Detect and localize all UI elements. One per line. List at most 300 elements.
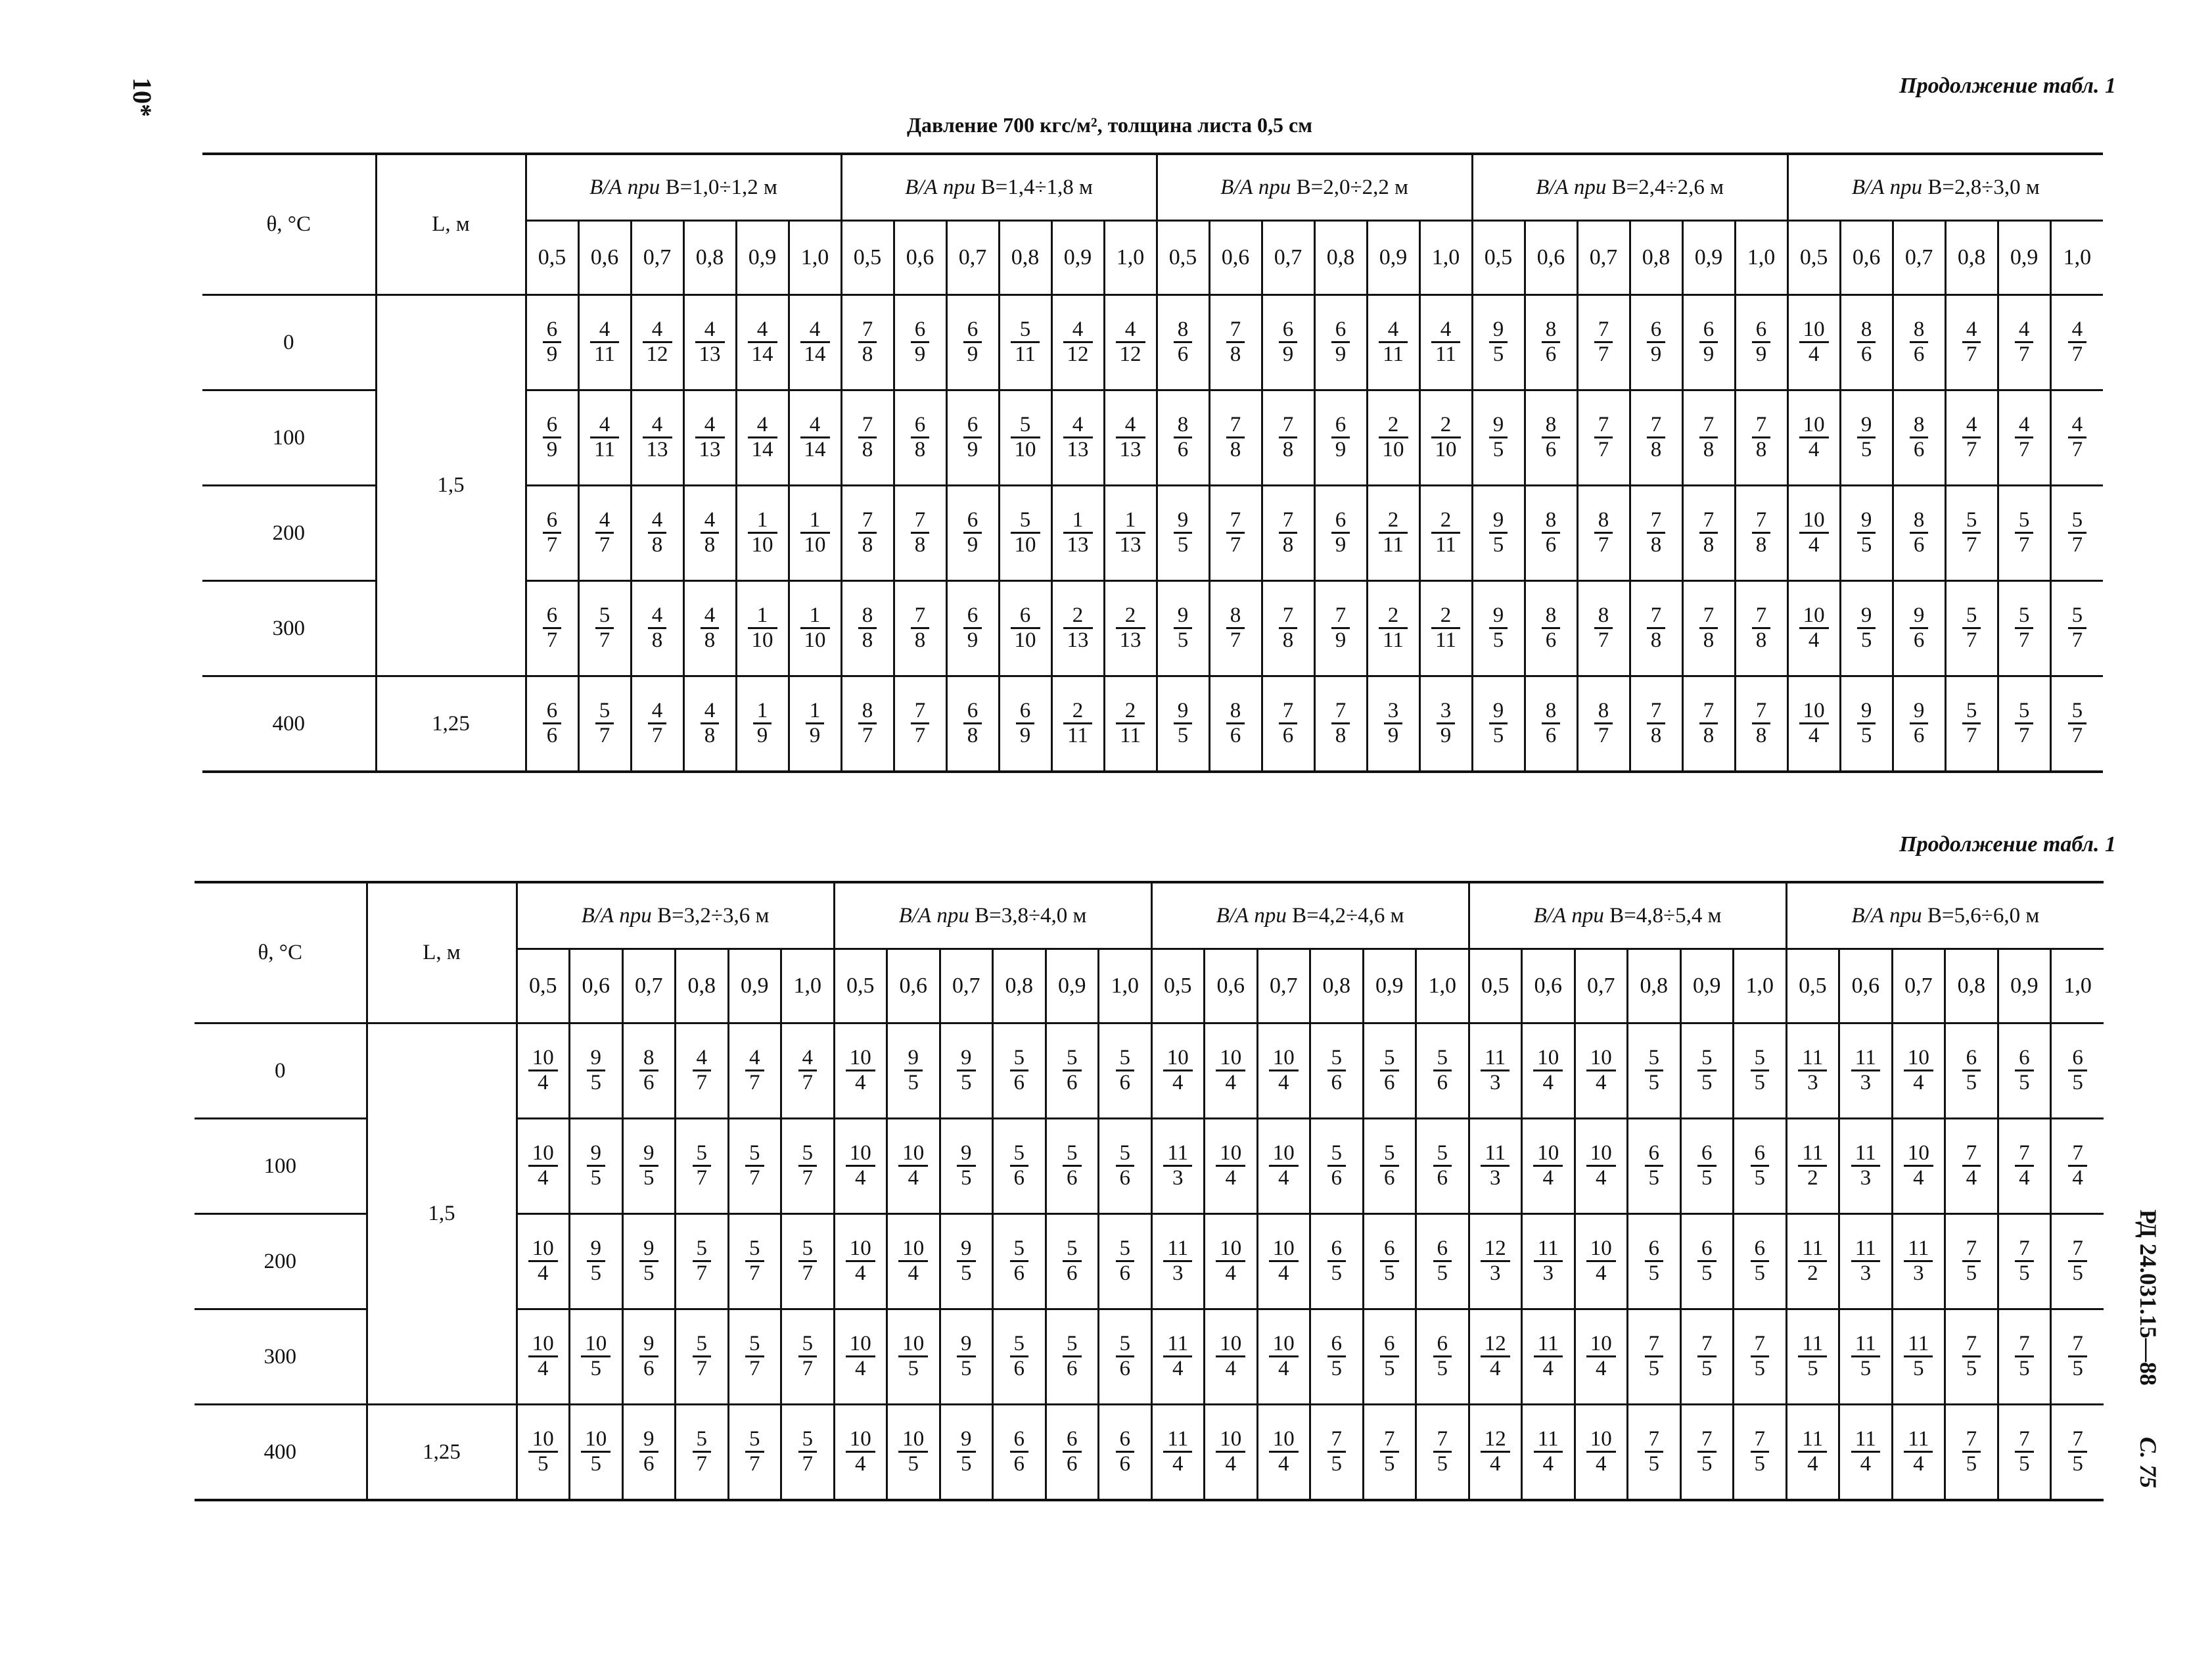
ratio-cell	[1104, 295, 1157, 390]
ratio-cell	[1104, 390, 1157, 486]
group-header-4	[1472, 154, 1787, 221]
fraction: $\frac{9}{5}$	[1174, 509, 1193, 556]
ratio-cell	[1157, 581, 1209, 676]
ratio-cell	[1682, 295, 1735, 390]
fraction: $\frac{8}{7}$	[1594, 604, 1613, 651]
ratio-cell	[1262, 676, 1314, 772]
ratio-cell	[1892, 1023, 1945, 1119]
fraction: $\frac{11}{5}$	[1851, 1332, 1880, 1380]
ratio-cell	[578, 295, 631, 390]
group-label: В/А при	[1536, 175, 1607, 199]
fraction: $\frac{6}{5}$	[1697, 1142, 1717, 1189]
ratio-cell	[1998, 1214, 2051, 1309]
fraction: $\frac{5}{7}$	[2015, 509, 2034, 556]
fraction: $\frac{4}{7}$	[1962, 318, 1981, 365]
ratio-cell	[946, 295, 999, 390]
fraction: $\frac{5}{7}$	[745, 1428, 764, 1475]
ratio-cell	[999, 486, 1051, 581]
ratio-cell	[517, 1309, 570, 1405]
ratio-cell	[1367, 295, 1419, 390]
ratio-header: 0,9	[736, 221, 789, 295]
fraction: $\frac{4}{7}$	[693, 1046, 712, 1094]
ratio-cell	[1734, 1119, 1787, 1214]
group-label: В/А при	[581, 903, 652, 928]
ratio-cell	[2051, 1309, 2104, 1405]
ratio-cell	[841, 390, 894, 486]
ratio-cell	[1051, 486, 1104, 581]
fraction: $\frac{10}{4}$	[1216, 1428, 1245, 1475]
fraction: $\frac{5}{7}$	[2068, 509, 2087, 556]
fraction: $\frac{10}{4}$	[846, 1046, 875, 1094]
group-range: B=2,4÷2,6 м	[1611, 175, 1724, 199]
ratio-cell	[570, 1214, 623, 1309]
fraction: $\frac{4}{14}$	[748, 318, 777, 365]
ratio-cell	[1735, 581, 1787, 676]
fraction: $\frac{5}{6}$	[1380, 1046, 1399, 1094]
ratio-cell	[1205, 1023, 1258, 1119]
fraction: $\frac{12}{4}$	[1481, 1332, 1510, 1380]
ratio-cell	[1257, 1214, 1310, 1309]
ratio-cell	[993, 1023, 1046, 1119]
fraction: $\frac{7}{8}$	[1647, 699, 1666, 747]
fraction: $\frac{7}{8}$	[1647, 413, 1666, 461]
ratio-cell	[789, 486, 841, 581]
ratio-cell	[1630, 486, 1682, 581]
fraction: $\frac{4}{7}$	[745, 1046, 764, 1094]
fraction: $\frac{10}{4}$	[1799, 509, 1829, 556]
fraction: $\frac{9}{5}$	[587, 1142, 606, 1189]
ratio-cell	[1046, 1023, 1099, 1119]
fraction: $\frac{5}{7}$	[798, 1237, 818, 1284]
fraction: $\frac{5}{7}$	[1962, 699, 1981, 747]
group-header-1	[517, 882, 834, 949]
ratio-cell	[1419, 581, 1472, 676]
fraction: $\frac{4}{13}$	[643, 413, 672, 461]
ratio-cell	[1469, 1119, 1522, 1214]
ratio-cell	[940, 1023, 993, 1119]
ratio-cell	[834, 1309, 887, 1405]
ratio-cell	[1314, 676, 1367, 772]
fraction: $\frac{9}{6}$	[1910, 699, 1929, 747]
fraction: $\frac{5}{6}$	[1010, 1046, 1029, 1094]
ratio-header: 0,9	[1051, 221, 1104, 295]
ratio-cell	[1628, 1405, 1681, 1501]
ratio-cell	[526, 390, 578, 486]
ratio-header: 0,8	[1945, 949, 1998, 1023]
ratio-cell	[1630, 581, 1682, 676]
ratio-header: 0,9	[1367, 221, 1419, 295]
ratio-cell	[1577, 676, 1630, 772]
ratio-cell	[894, 295, 946, 390]
fraction: $\frac{10}{4}$	[528, 1237, 558, 1284]
ratio-header: 0,9	[1682, 221, 1735, 295]
fraction: $\frac{12}{3}$	[1481, 1237, 1510, 1284]
fraction: $\frac{6}{9}$	[1331, 509, 1350, 556]
group-header-1	[526, 154, 841, 221]
ratio-cell	[1310, 1119, 1364, 1214]
ratio-cell	[1416, 1023, 1469, 1119]
ratio-cell	[1522, 1023, 1575, 1119]
fraction: $\frac{7}{5}$	[2015, 1428, 2034, 1475]
fraction: $\frac{5}{7}$	[798, 1142, 818, 1189]
fraction: $\frac{8}{6}$	[1542, 413, 1561, 461]
fraction: $\frac{4}{8}$	[701, 699, 720, 747]
fraction: $\frac{7}{5}$	[1645, 1332, 1664, 1380]
ratio-cell	[1522, 1214, 1575, 1309]
fraction: $\frac{6}{9}$	[1331, 318, 1350, 365]
ratio-cell	[1840, 295, 1893, 390]
theta-value: 300	[202, 581, 376, 676]
fraction: $\frac{2}{11}$	[1379, 509, 1408, 556]
ratio-cell	[736, 390, 789, 486]
fraction: $\frac{10}{4}$	[1269, 1046, 1299, 1094]
fraction: $\frac{7}{8}$	[1279, 604, 1298, 651]
group-label: В/А при	[898, 903, 969, 928]
ratio-header: 1,0	[2051, 949, 2104, 1023]
ratio-cell	[1786, 1309, 1839, 1405]
fraction: $\frac{10}{4}$	[1216, 1332, 1245, 1380]
L-value: 1,25	[376, 676, 526, 772]
ratio-cell	[1682, 676, 1735, 772]
theta-value: 100	[195, 1119, 367, 1214]
ratio-cell	[736, 676, 789, 772]
fraction: $\frac{5}{7}$	[745, 1142, 764, 1189]
ratio-cell	[1051, 676, 1104, 772]
ratio-cell	[999, 390, 1051, 486]
fraction: $\frac{7}{5}$	[1751, 1332, 1770, 1380]
fraction: $\frac{1}{9}$	[806, 699, 825, 747]
ratio-cell	[1257, 1405, 1310, 1501]
fraction: $\frac{10}{4}$	[1586, 1142, 1616, 1189]
fraction: $\frac{9}{5}$	[957, 1046, 976, 1094]
fraction: $\frac{7}{5}$	[2068, 1428, 2087, 1475]
fraction: $\frac{6}{6}$	[543, 699, 562, 747]
ratio-cell	[781, 1214, 835, 1309]
ratio-header: 0,6	[1525, 221, 1577, 295]
fraction: $\frac{7}{8}$	[1226, 318, 1245, 365]
ratio-cell	[1680, 1405, 1734, 1501]
fraction: $\frac{4}{12}$	[1063, 318, 1093, 365]
ratio-cell	[1522, 1119, 1575, 1214]
ratio-cell	[1367, 486, 1419, 581]
fraction: $\frac{2}{11}$	[1116, 699, 1145, 747]
ratio-cell	[1734, 1214, 1787, 1309]
ratio-cell	[1682, 390, 1735, 486]
fraction: $\frac{9}{5}$	[587, 1046, 606, 1094]
fraction: $\frac{8}{6}$	[1910, 413, 1929, 461]
fraction: $\frac{6}{9}$	[1331, 413, 1350, 461]
ratio-cell	[1104, 486, 1157, 581]
ratio-cell	[1998, 676, 2050, 772]
fraction: $\frac{10}{4}$	[1586, 1428, 1616, 1475]
ratio-cell	[1893, 581, 1945, 676]
fraction: $\frac{6}{5}$	[1380, 1237, 1399, 1284]
fraction: $\frac{8}{6}$	[1542, 699, 1561, 747]
ratio-cell	[1209, 486, 1262, 581]
group-label: В/А при	[589, 175, 660, 199]
fraction: $\frac{4}{12}$	[643, 318, 672, 365]
group-header-5	[1786, 882, 2104, 949]
ratio-cell	[1786, 1214, 1839, 1309]
fraction: $\frac{7}{8}$	[1699, 604, 1718, 651]
ratio-cell	[1893, 676, 1945, 772]
fraction: $\frac{11}{3}$	[1534, 1237, 1563, 1284]
fraction: $\frac{6}{5}$	[1433, 1332, 1452, 1380]
fraction: $\frac{10}{4}$	[846, 1332, 875, 1380]
fraction: $\frac{6}{6}$	[1010, 1428, 1029, 1475]
ratio-cell	[1051, 295, 1104, 390]
L-value: 1,5	[367, 1023, 517, 1405]
fraction: $\frac{7}{5}$	[1962, 1428, 1981, 1475]
ratio-cell	[940, 1405, 993, 1501]
fraction: $\frac{4}{8}$	[701, 604, 720, 651]
ratio-cell	[1310, 1405, 1364, 1501]
ratio-cell	[789, 581, 841, 676]
fraction: $\frac{7}{8}$	[1752, 509, 1771, 556]
group-header-2	[834, 882, 1151, 949]
ratio-header: 0,9	[1998, 221, 2050, 295]
fraction: $\frac{10}{4}$	[1904, 1046, 1933, 1094]
fraction: $\frac{7}{5}$	[1433, 1428, 1452, 1475]
ratio-cell	[887, 1309, 940, 1405]
ratio-header: 0,7	[1892, 949, 1945, 1023]
fraction: $\frac{8}{6}$	[1174, 318, 1193, 365]
ratio-cell	[1099, 1309, 1152, 1405]
ratio-cell	[1787, 676, 1840, 772]
fraction: $\frac{10}{4}$	[1163, 1046, 1193, 1094]
ratio-header: 1,0	[1734, 949, 1787, 1023]
fraction: $\frac{7}{8}$	[1279, 413, 1298, 461]
ratio-cell	[1416, 1214, 1469, 1309]
fraction: $\frac{5}{10}$	[1011, 413, 1040, 461]
ratio-header: 0,8	[1628, 949, 1681, 1023]
ratio-cell	[526, 676, 578, 772]
fraction: $\frac{4}{13}$	[695, 413, 725, 461]
fraction: $\frac{8}{6}$	[1857, 318, 1876, 365]
fraction: $\frac{8}{6}$	[1910, 509, 1929, 556]
fraction: $\frac{7}{8}$	[1699, 413, 1718, 461]
fraction: $\frac{9}{5}$	[904, 1046, 923, 1094]
page-number: С. 75	[2135, 1436, 2161, 1488]
ratio-header: 1,0	[2050, 221, 2103, 295]
fraction: $\frac{6}{5}$	[1380, 1332, 1399, 1380]
table-row	[195, 1023, 2104, 1119]
fraction: $\frac{5}{7}$	[1962, 604, 1981, 651]
ratio-cell	[728, 1023, 781, 1119]
fraction: $\frac{6}{5}$	[1751, 1142, 1770, 1189]
ratio-cell	[1734, 1023, 1787, 1119]
ratio-cell	[1787, 486, 1840, 581]
group-range: B=1,4÷1,8 м	[980, 175, 1093, 199]
fraction: $\frac{5}{5}$	[1645, 1046, 1664, 1094]
ratio-cell	[1945, 676, 1998, 772]
ratio-header: 0,6	[894, 221, 946, 295]
ratio-cell	[887, 1023, 940, 1119]
ratio-header: 0,7	[1893, 221, 1945, 295]
fraction: $\frac{7}{5}$	[1751, 1428, 1770, 1475]
group-range: B=4,2÷4,6 м	[1292, 903, 1404, 928]
fraction: $\frac{2}{10}$	[1379, 413, 1408, 461]
fraction: $\frac{10}{4}$	[1269, 1332, 1299, 1380]
ratio-cell	[1472, 581, 1525, 676]
ratio-cell	[570, 1119, 623, 1214]
ratio-header: 0,6	[887, 949, 940, 1023]
fraction: $\frac{5}{6}$	[1010, 1237, 1029, 1284]
fraction: $\frac{11}{3}$	[1163, 1142, 1192, 1189]
continuation-note-bottom: Продолжение табл. 1	[1899, 832, 2116, 857]
header-L: L, м	[376, 154, 526, 295]
ratio-header: 0,5	[834, 949, 887, 1023]
ratio-cell	[631, 486, 683, 581]
fraction: $\frac{5}{7}$	[2068, 699, 2087, 747]
ratio-cell	[1577, 581, 1630, 676]
ratio-cell	[676, 1119, 729, 1214]
fraction: $\frac{4}{7}$	[2068, 413, 2087, 461]
fraction: $\frac{10}{4}$	[898, 1142, 928, 1189]
fraction: $\frac{10}{5}$	[528, 1428, 558, 1475]
fraction: $\frac{1}{10}$	[800, 509, 830, 556]
ratio-cell	[789, 295, 841, 390]
ratio-header: 1,0	[1099, 949, 1152, 1023]
fraction: $\frac{6}{5}$	[2068, 1046, 2087, 1094]
fraction: $\frac{7}{5}$	[1380, 1428, 1399, 1475]
ratio-cell	[1205, 1119, 1258, 1214]
ratio-header: 0,7	[1577, 221, 1630, 295]
fraction: $\frac{7}{7}$	[1594, 318, 1613, 365]
fraction: $\frac{10}{4}$	[1269, 1142, 1299, 1189]
ratio-cell	[1734, 1405, 1787, 1501]
ratio-cell	[1262, 581, 1314, 676]
fraction: $\frac{4}{7}$	[2015, 318, 2034, 365]
ratio-header: 0,9	[1046, 949, 1099, 1023]
fraction: $\frac{6}{7}$	[543, 604, 562, 651]
fraction: $\frac{7}{7}$	[1226, 509, 1245, 556]
ratio-cell	[1628, 1023, 1681, 1119]
fraction: $\frac{7}{4}$	[2015, 1142, 2034, 1189]
fraction: $\frac{7}{8}$	[858, 509, 877, 556]
fraction: $\frac{5}{7}$	[595, 604, 614, 651]
fraction: $\frac{11}{3}$	[1904, 1237, 1933, 1284]
ratio-cell	[841, 676, 894, 772]
fraction: $\frac{8}{6}$	[1542, 604, 1561, 651]
ratio-cell	[1262, 295, 1314, 390]
fraction: $\frac{6}{8}$	[911, 413, 930, 461]
fraction: $\frac{5}{6}$	[1010, 1332, 1029, 1380]
fraction: $\frac{8}{6}$	[1542, 509, 1561, 556]
ratio-cell	[1363, 1309, 1416, 1405]
ratio-header: 1,0	[1735, 221, 1787, 295]
fraction: $\frac{7}{8}$	[858, 413, 877, 461]
fraction: $\frac{4}{13}$	[1063, 413, 1093, 461]
ratio-cell	[1682, 486, 1735, 581]
theta-value: 400	[195, 1405, 367, 1501]
ratio-cell	[841, 295, 894, 390]
ratio-cell	[736, 486, 789, 581]
fraction: $\frac{5}{7}$	[693, 1332, 712, 1380]
ratio-cell	[683, 390, 736, 486]
ratio-cell	[631, 390, 683, 486]
ratio-cell	[1575, 1309, 1628, 1405]
group-range: B=3,8÷4,0 м	[975, 903, 1087, 928]
ratio-header: 0,5	[1469, 949, 1522, 1023]
ratio-cell	[631, 676, 683, 772]
ratio-header: 0,7	[1262, 221, 1314, 295]
ratio-cell	[1787, 295, 1840, 390]
ratio-cell	[728, 1309, 781, 1405]
ratio-cell	[1257, 1023, 1310, 1119]
ratio-cell	[736, 581, 789, 676]
fraction: $\frac{5}{6}$	[1116, 1046, 1135, 1094]
ratio-header: 0,8	[993, 949, 1046, 1023]
theta-value: 0	[195, 1023, 367, 1119]
ratio-cell	[1363, 1023, 1416, 1119]
fraction: $\frac{6}{9}$	[1647, 318, 1666, 365]
ratio-cell	[1046, 1405, 1099, 1501]
ratio-header: 0,9	[1680, 949, 1734, 1023]
ratio-cell	[2050, 390, 2103, 486]
ratio-cell	[1157, 295, 1209, 390]
header-theta: θ, °C	[195, 882, 367, 1023]
header-L: L, м	[367, 882, 517, 1023]
ratio-header: 0,5	[841, 221, 894, 295]
ratio-header: 0,5	[1787, 221, 1840, 295]
ratio-cell	[1099, 1119, 1152, 1214]
ratio-header: 0,6	[1522, 949, 1575, 1023]
ratio-header: 1,0	[781, 949, 835, 1023]
ratio-cell	[999, 676, 1051, 772]
fraction: $\frac{10}{5}$	[898, 1332, 928, 1380]
group-label: В/А при	[905, 175, 976, 199]
fraction: $\frac{2}{10}$	[1431, 413, 1461, 461]
ratio-header: 0,5	[1472, 221, 1525, 295]
ratio-cell	[1310, 1309, 1364, 1405]
ratio-header: 0,8	[1314, 221, 1367, 295]
fraction: $\frac{10}{4}$	[528, 1332, 558, 1380]
group-header-4	[1469, 882, 1786, 949]
fraction: $\frac{6}{5}$	[1962, 1046, 1981, 1094]
ratio-cell	[1262, 486, 1314, 581]
ratio-header: 0,6	[1209, 221, 1262, 295]
group-label: В/А при	[1216, 903, 1287, 928]
fraction: $\frac{5}{6}$	[1116, 1142, 1135, 1189]
ratio-header: 0,6	[1839, 949, 1893, 1023]
ratio-cell	[1945, 1214, 1998, 1309]
ratio-cell	[1525, 295, 1577, 390]
ratio-cell	[1787, 390, 1840, 486]
fraction: $\frac{8}{6}$	[1910, 318, 1929, 365]
ratio-cell	[1682, 581, 1735, 676]
group-header-5	[1787, 154, 2103, 221]
fraction: $\frac{11}{2}$	[1798, 1142, 1827, 1189]
ratio-cell	[526, 486, 578, 581]
ratio-cell	[1151, 1214, 1205, 1309]
fraction: $\frac{5}{7}$	[2015, 699, 2034, 747]
fraction: $\frac{7}{8}$	[1647, 509, 1666, 556]
fraction: $\frac{2}{11}$	[1379, 604, 1408, 651]
ratio-cell	[1051, 390, 1104, 486]
ratio-cell	[728, 1405, 781, 1501]
ratio-cell	[1628, 1309, 1681, 1405]
ratio-cell	[736, 295, 789, 390]
ratio-cell	[1840, 676, 1893, 772]
fraction: $\frac{5}{6}$	[1063, 1332, 1082, 1380]
ratio-cell	[1046, 1119, 1099, 1214]
fraction: $\frac{10}{4}$	[846, 1237, 875, 1284]
ratio-cell	[1525, 676, 1577, 772]
ratio-cell	[1419, 486, 1472, 581]
ratio-cell	[781, 1119, 835, 1214]
ratio-cell	[622, 1119, 676, 1214]
